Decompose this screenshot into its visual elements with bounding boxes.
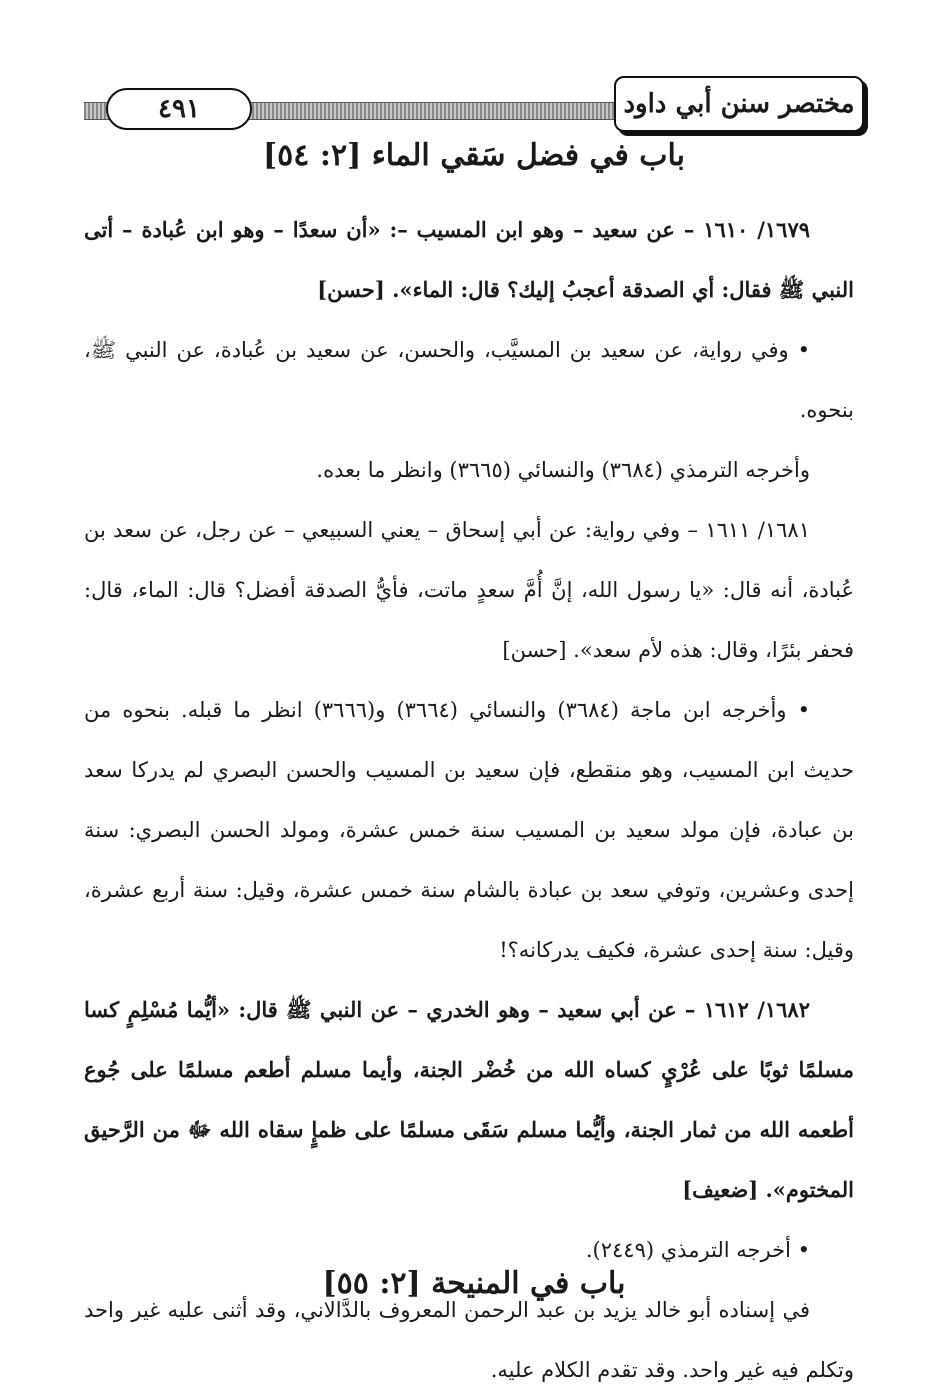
note-takhrij-tirmidhi: وأخرجه الترمذي (٣٦٨٤) والنسائي (٣٦٦٥) وانظر ما بعده. — [316, 458, 810, 482]
page-body — [84, 200, 854, 1400]
note-narration-variant: • وفي رواية، عن سعيد بن المسيَّب، والحسن، عن سعيد بن عُبادة، عن النبي ﷺ، بنحوه. — [84, 338, 854, 422]
note-takhrij-2449: • أخرجه الترمذي (٢٤٤٩). — [585, 1238, 810, 1262]
note-takhrij-ibn-majah: • وأخرجه ابن ماجة (٣٦٨٤) والنسائي (٣٦٦٤) و(٣٦٦٦) انظر ما قبله. بنحوه من حديث ابن المسيب، وهو منقطع، فإن سعيد بن المسيب والحسن البصري لم يدركا سعد بن عبادة، فإن مولد سعيد بن المسيب سنة خمس عشرة، ومولد الحسن البصري: سنة إحدى وعشرين، وتوفي سعد بن عبادة بالشام سنة خمس عشرة، وقيل: سنة أربع عشرة، وقيل: سنة إحدى عشرة، فكيف يدركانه؟! — [84, 698, 854, 962]
hadith-1682: ١٦٨٢/ ١٦١٢ – عن أبي سعيد – وهو الخدري – عن النبي ﷺ قال: «أيُّما مُسْلِمٍ كسا مسلمًا ثوبًا على عُرْيٍ كساه الله من خُضْر الجنة، وأيما مسلم أطعم مسلمًا على جُوع أطعمه الله من ثمار الجنة، وأيُّما مسلم سَقَى مسلمًا على ظمإٍ سقاه الله ﷻ من الرَّحيق المختوم». [ضعيف] — [84, 997, 854, 1202]
section-title-first: باب في فضل سَقي الماء [٢: ٥٤] — [262, 138, 686, 173]
note-isnad: في إسناده أبو خالد يزيد بن عبد الرحمن المعروف بالدَّالاني، وقد أثنى عليه غير واحد وتكلم فيه غير واحد. وقد تقدم الكلام عليه. — [84, 1298, 854, 1382]
hadith-1681: ١٦٨١/ ١٦١١ – وفي رواية: عن أبي إسحاق – يعني السبيعي – عن رجل، عن سعد بن عُبادة، أنه قال: «يا رسول الله، إنَّ أُمَّ سعدٍ ماتت، فأيُّ الصدقة أفضل؟ قال: الماء، قال: فحفر بئرًا، وقال: هذه لأم سعد». [حسن] — [84, 518, 854, 662]
page-number: ٤٩١ — [106, 88, 252, 130]
book-title: مختصر سنن أبي داود — [614, 76, 864, 132]
hadith-1679: ١٦٧٩/ ١٦١٠ – عن سعيد – وهو ابن المسيب –: «أن سعدًا – وهو ابن عُبادة – أتى النبي ﷺ فقال: أي الصدقة أعجبُ إليك؟ قال: الماء». [حسن] — [84, 217, 854, 302]
section-title-second: باب في المنيحة [٢: ٥٥] — [322, 1266, 626, 1301]
